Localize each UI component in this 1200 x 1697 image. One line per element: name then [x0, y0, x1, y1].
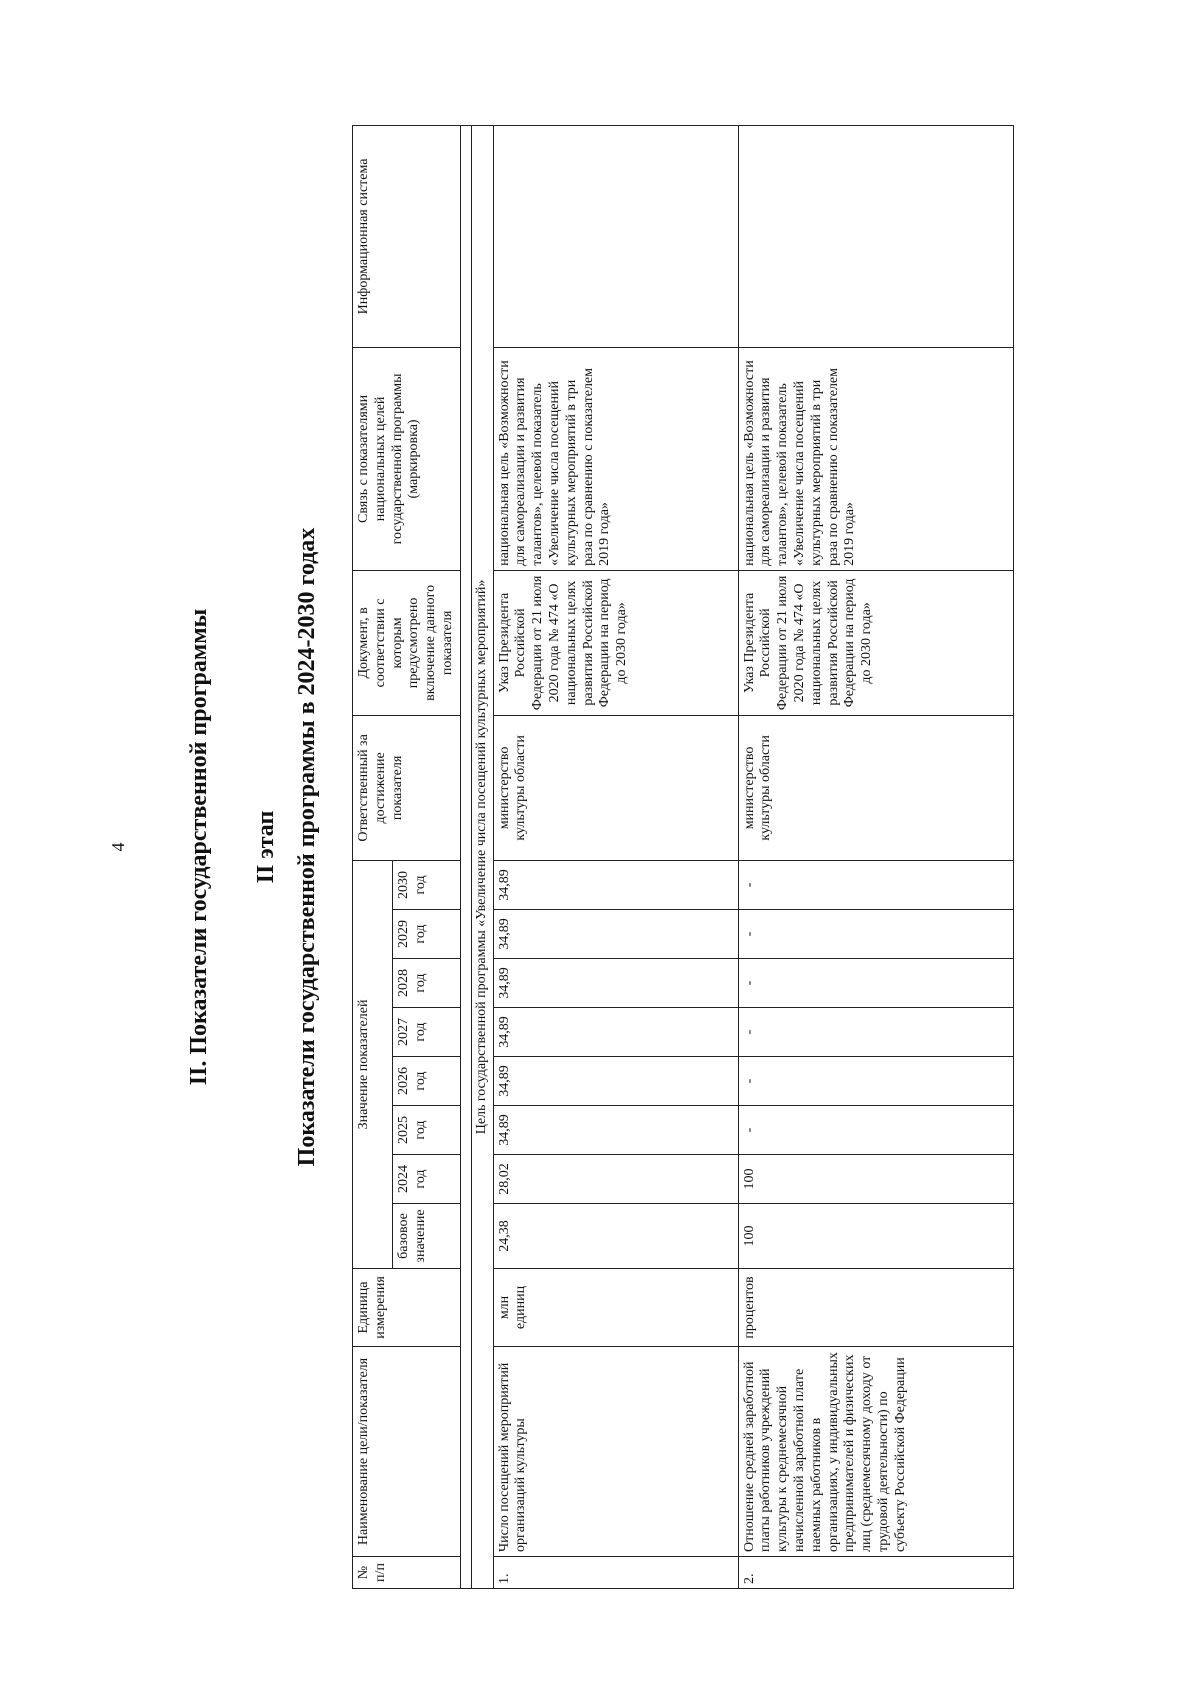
row-link: национальная цель «Возможности для самореализации и развития талантов», целевой показатель «Увеличение числа посещений культурных мероприятий в три раза по сравнению с показателем 2019 года» — [738, 347, 1013, 570]
spacer-cell — [460, 125, 471, 1588]
row-num: 1. — [493, 1557, 738, 1589]
row-2025: 34,89 — [493, 1106, 738, 1155]
page-number: 4 — [108, 842, 128, 852]
row-2030: 34,89 — [493, 860, 738, 909]
header-year-2030: 2030 год — [392, 860, 460, 909]
row-2026: 34,89 — [493, 1057, 738, 1106]
row-2024: 28,02 — [493, 1155, 738, 1204]
header-name: Наименование цели/показателя — [353, 1347, 461, 1557]
row-base: 100 — [738, 1204, 1013, 1269]
header-responsible: Ответственный за достижение показателя — [353, 715, 461, 860]
header-year-2028: 2028 год — [392, 959, 460, 1008]
row-unit: процентов — [738, 1269, 1013, 1347]
header-year-2029: 2029 год — [392, 910, 460, 959]
row-link: национальная цель «Возможности для самореализации и развития талантов», целевой показатель «Увеличение числа посещений культурных мероприятий в три раза по сравнению с показателем 2019 года» — [493, 347, 738, 570]
header-year-2027: 2027 год — [392, 1008, 460, 1057]
row-2029: 34,89 — [493, 910, 738, 959]
header-info-system: Информационная система — [353, 125, 461, 347]
row-unit: млн единиц — [493, 1269, 738, 1347]
row-responsible: министерство культуры области — [493, 715, 738, 860]
row-2030: - — [738, 860, 1013, 909]
row-2024: 100 — [738, 1155, 1013, 1204]
header-num: № п/п — [353, 1557, 461, 1589]
header-link: Связь с показателями национальных целей государственной программы (маркировка) — [353, 347, 461, 570]
section-title: II. Показатели государственной программы — [186, 608, 212, 1086]
header-values-group: Значение показателей — [353, 860, 393, 1268]
table-row — [738, 125, 1013, 1588]
row-2027: - — [738, 1008, 1013, 1057]
header-year-2025: 2025 год — [392, 1106, 460, 1155]
row-document: Указ Президента Российской Федерации от 21 июля 2020 года № 474 «О национальных целях развития Российской Федерации на период до 2030 года» — [493, 570, 738, 715]
row-2027: 34,89 — [493, 1008, 738, 1057]
row-base: 24,38 — [493, 1204, 738, 1269]
goal-cell: Цель государственной программы «Увеличение числа посещений культурных мероприятий» — [471, 125, 493, 1588]
row-2029: - — [738, 910, 1013, 959]
row-2025: - — [738, 1106, 1013, 1155]
row-info-system — [493, 125, 738, 347]
table-row — [493, 125, 738, 1588]
rotated-page — [108, 97, 1108, 1597]
header-row-1 — [353, 125, 393, 1588]
row-2026: - — [738, 1057, 1013, 1106]
row-name: Отношение средней заработной платы работников учреждений культуры к среднемесячной начисленной заработной плате наемных работников в организациях, у индивидуальных предпринимателей и физических лиц (среднемесячному доходу от трудовой деятельности) по субъекту Российской Федерации — [738, 1347, 1013, 1557]
header-base: базовое значение — [392, 1204, 460, 1269]
row-responsible: министерство культуры области — [738, 715, 1013, 860]
header-year-2026: 2026 год — [392, 1057, 460, 1106]
row-document: Указ Президента Российской Федерации от 21 июля 2020 года № 474 «О национальных целях развития Российской Федерации на период до 2030 года» — [738, 570, 1013, 715]
row-info-system — [738, 125, 1013, 347]
row-2028: - — [738, 959, 1013, 1008]
row-num: 2. — [738, 1557, 1013, 1589]
header-year-2024: 2024 год — [392, 1155, 460, 1204]
spacer-row — [460, 125, 471, 1588]
goal-row — [471, 125, 493, 1588]
stage-title: II этап — [253, 810, 279, 884]
header-unit: Единица измерения — [353, 1269, 461, 1347]
table-title: Показатели государственной программы в 2024-2030 годах — [294, 527, 320, 1167]
header-document: Документ, в соответствии с которым предусмотрено включение данного показателя — [353, 570, 461, 715]
indicators-table — [352, 125, 1014, 1589]
row-2028: 34,89 — [493, 959, 738, 1008]
row-name: Число посещений мероприятий организаций культуры — [493, 1347, 738, 1557]
